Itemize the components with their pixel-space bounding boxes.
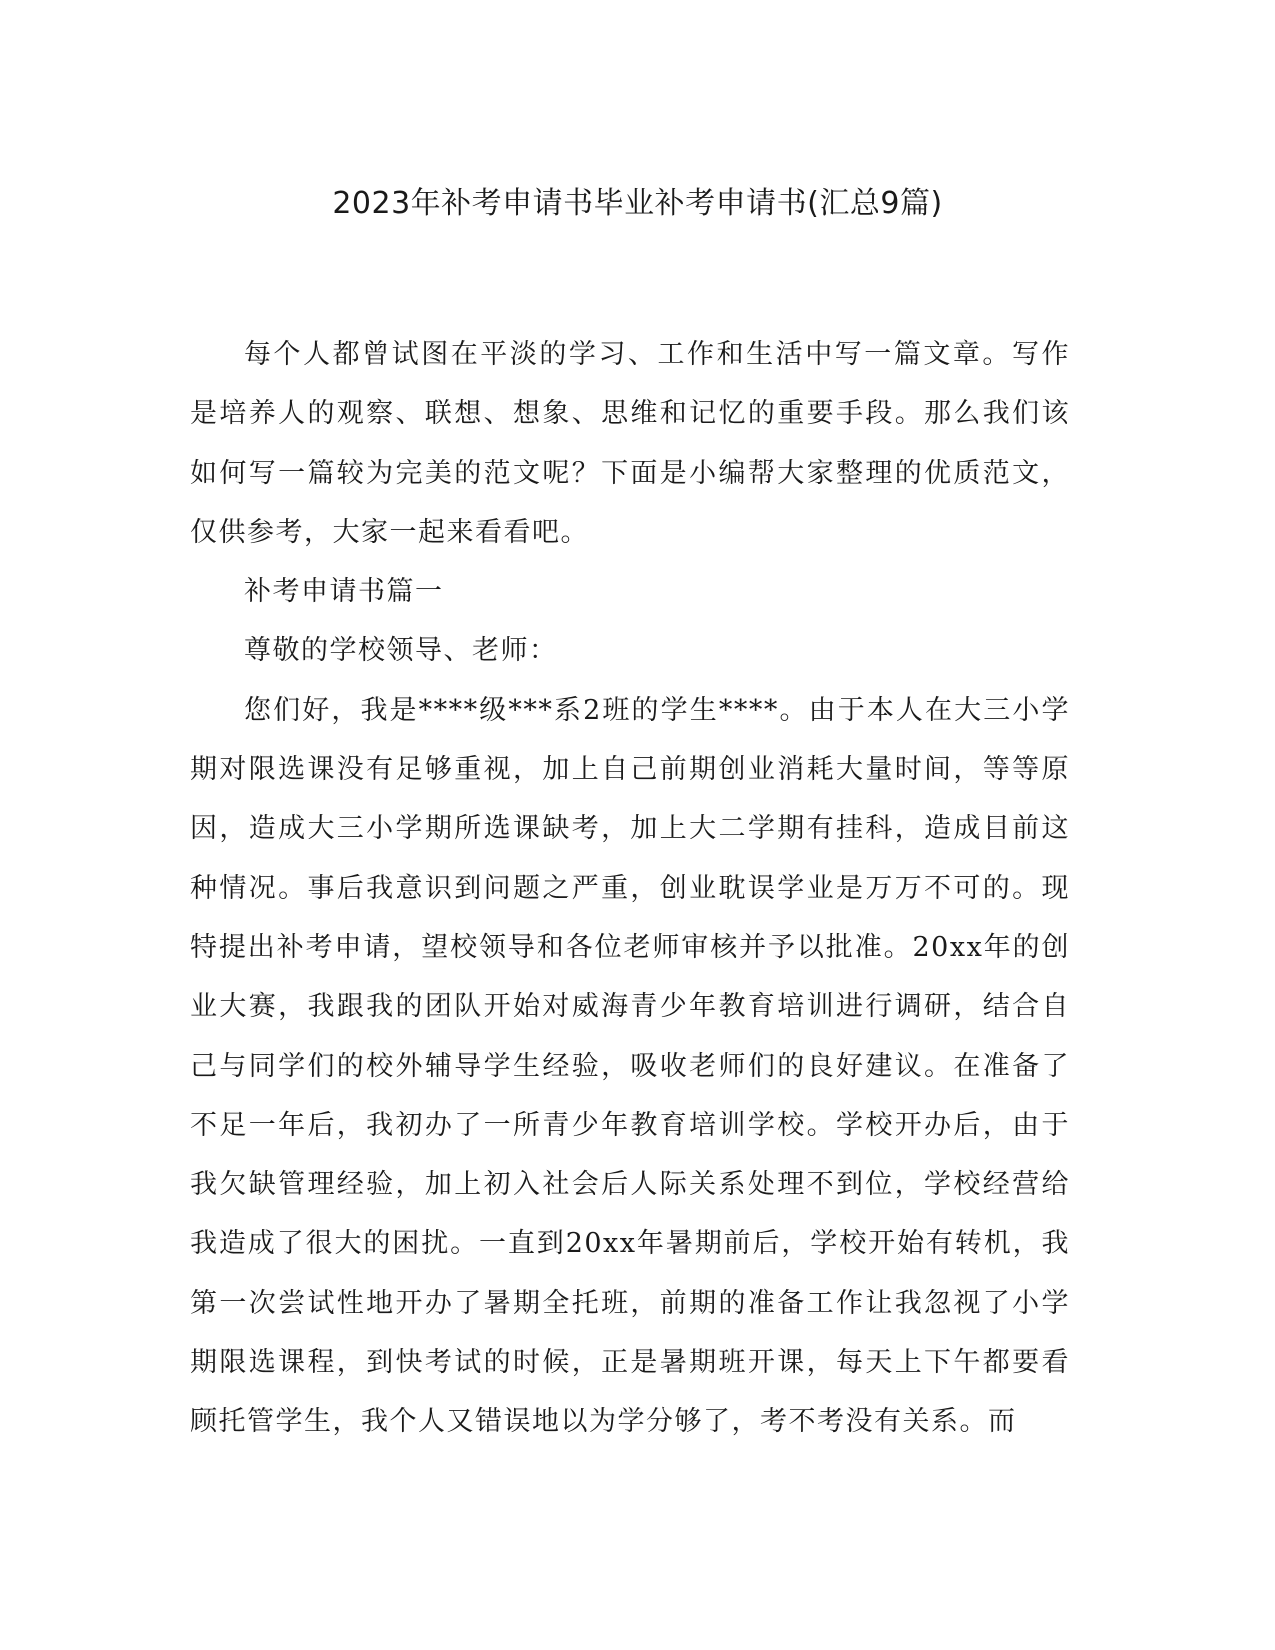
letter-body-paragraph: 您们好，我是****级***系2班的学生****。由于本人在大三小学期对限选课没有足够重视，加上自己前期创业消耗大量时间，等等原因，造成大三小学期所选课缺考，加上大二学期有挂科，造成目前这种情况。事后我意识到问题之严重，创业耽误学业是万万不可的。现特提出补考申请，望校领导和各位老师审核并予以批准。20xx年的创业大赛，我跟我的团队开始对威海青少年教育培训进行调研，结合自己与同学们的校外辅导学生经验，吸收老师们的良好建议。在准备了不足一年后，我初办了一所青少年教育培训学校。学校开办后，由于我欠缺管理经验，加上初入社会后人际关系处理不到位，学校经营给我造成了很大的困扰。一直到20xx年暑期前后，学校开始有转机，我第一次尝试性地开办了暑期全托班，前期的准备工作让我忽视了小学期限选课程，到快考试的时候，正是暑期班开课，每天上下午都要看顾托管学生，我个人又错误地以为学分够了，考不考没有关系。而: [190, 694, 1070, 1438]
section-heading: 补考申请书篇一: [244, 576, 444, 608]
document-body: [190, 325, 1070, 1452]
salutation: 尊敬的学校领导、老师：: [244, 635, 558, 667]
document-title: 2023年补考申请书毕业补考申请书(汇总9篇): [332, 186, 943, 221]
intro-paragraph: 每个人都曾试图在平淡的学习、工作和生活中写一篇文章。写作是培养人的观察、联想、想象、思维和记忆的重要手段。那么我们该如何写一篇较为完美的范文呢？下面是小编帮大家整理的优质范文，仅供参考，大家一起来看看吧。: [190, 339, 1070, 548]
